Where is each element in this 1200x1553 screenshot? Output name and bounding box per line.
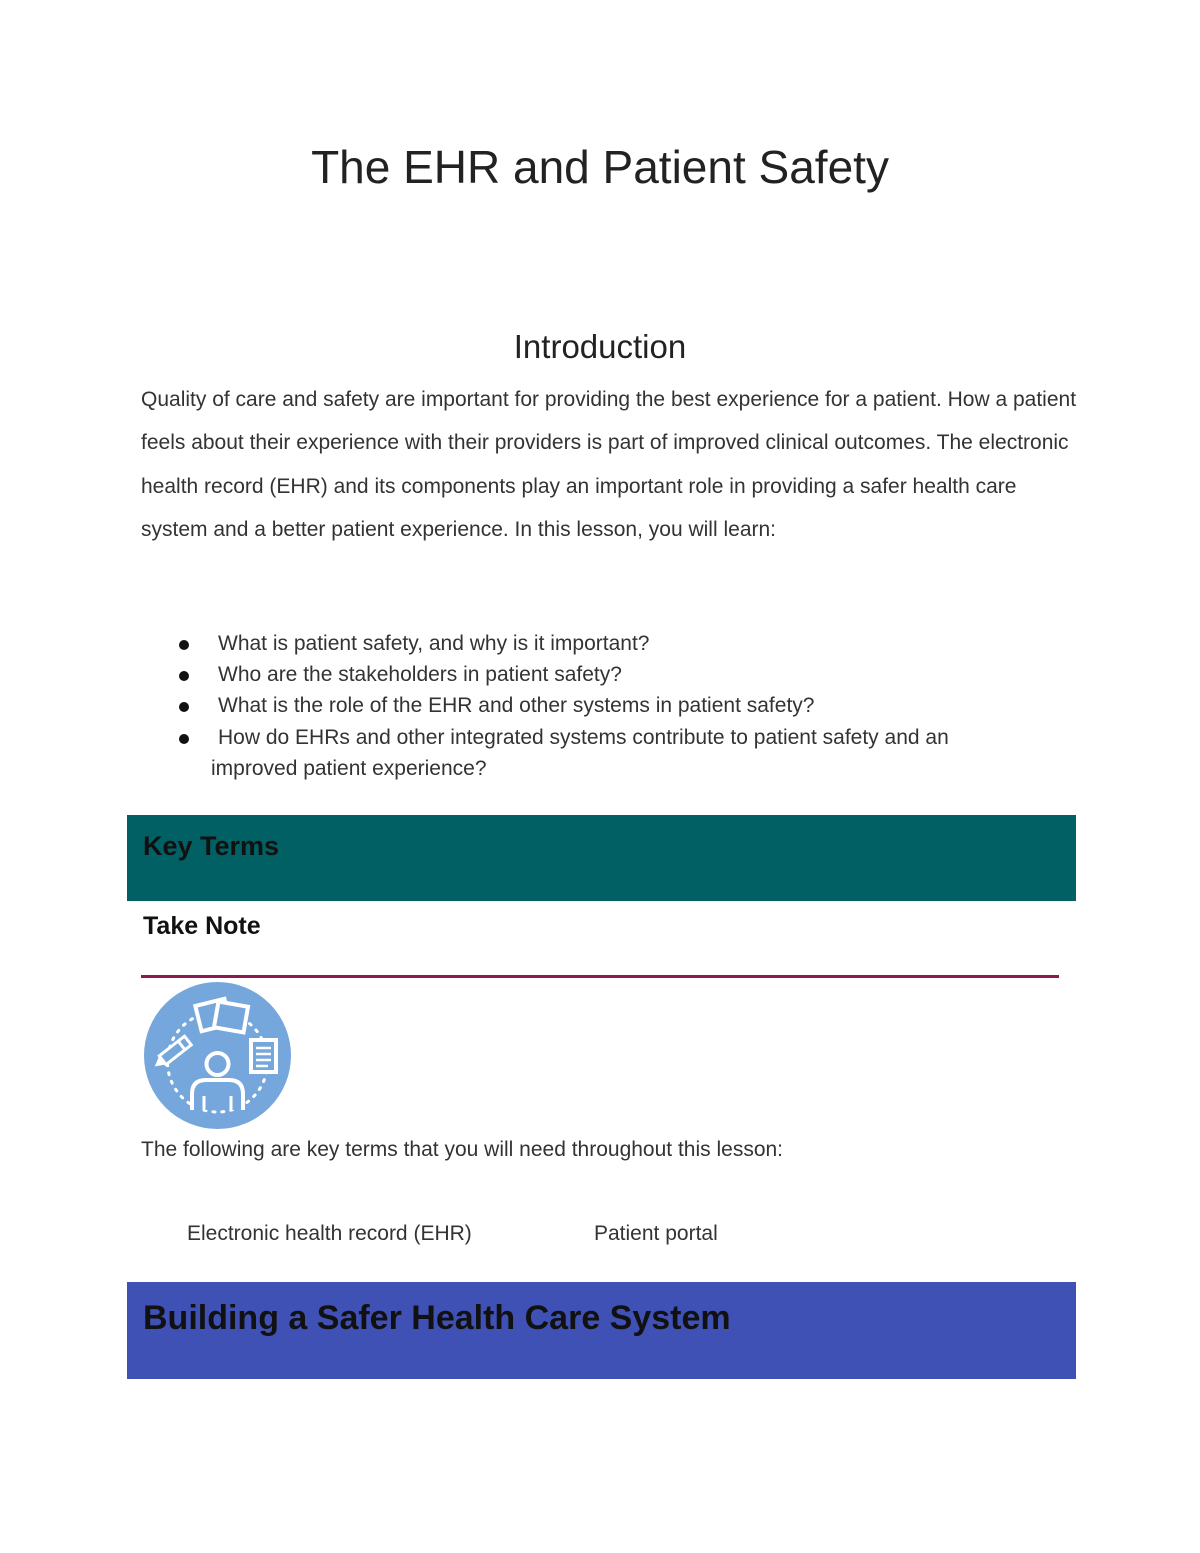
bullet-icon: [179, 702, 189, 712]
take-note-icon: [144, 982, 291, 1129]
list-item: [141, 628, 1061, 659]
learning-objectives-list: [141, 628, 1061, 784]
page-title: The EHR and Patient Safety: [311, 141, 889, 193]
introduction-paragraph: Quality of care and safety are important for providing the best experience for a patient. How a patient feels about their experience with their providers is part of improved clinical outcomes. The electronic health record (EHR) and its components play an important role in providing a safer health care system and a better patient experience. In this lesson, you will learn:: [141, 388, 1077, 541]
objective-text: What is patient safety, and why is it important?: [218, 632, 650, 655]
objective-text: Who are the stakeholders in patient safety?: [218, 663, 622, 687]
objective-text-continued: improved patient experience?: [211, 756, 487, 780]
bullet-icon: [179, 671, 189, 681]
take-note-divider: [141, 975, 1059, 978]
section-banner-safer-health-care: Building a Safer Health Care System: [127, 1282, 1076, 1379]
key-term: Electronic health record (EHR): [187, 1222, 472, 1245]
objective-text: What is the role of the EHR and other systems in patient safety?: [218, 694, 815, 718]
bullet-icon: [179, 640, 189, 650]
take-note-heading: Take Note: [143, 912, 261, 940]
key-terms-intro: The following are key terms that you will need throughout this lesson:: [141, 1138, 784, 1161]
list-item: [141, 722, 1061, 784]
list-item: [141, 659, 1061, 690]
key-terms-banner: Key Terms: [127, 815, 1076, 901]
objective-text: How do EHRs and other integrated systems contribute to patient safety and an: [218, 725, 949, 749]
list-item: [141, 690, 1061, 721]
introduction-heading: Introduction: [513, 328, 687, 365]
key-term: Patient portal: [594, 1222, 718, 1245]
bullet-icon: [179, 734, 189, 744]
